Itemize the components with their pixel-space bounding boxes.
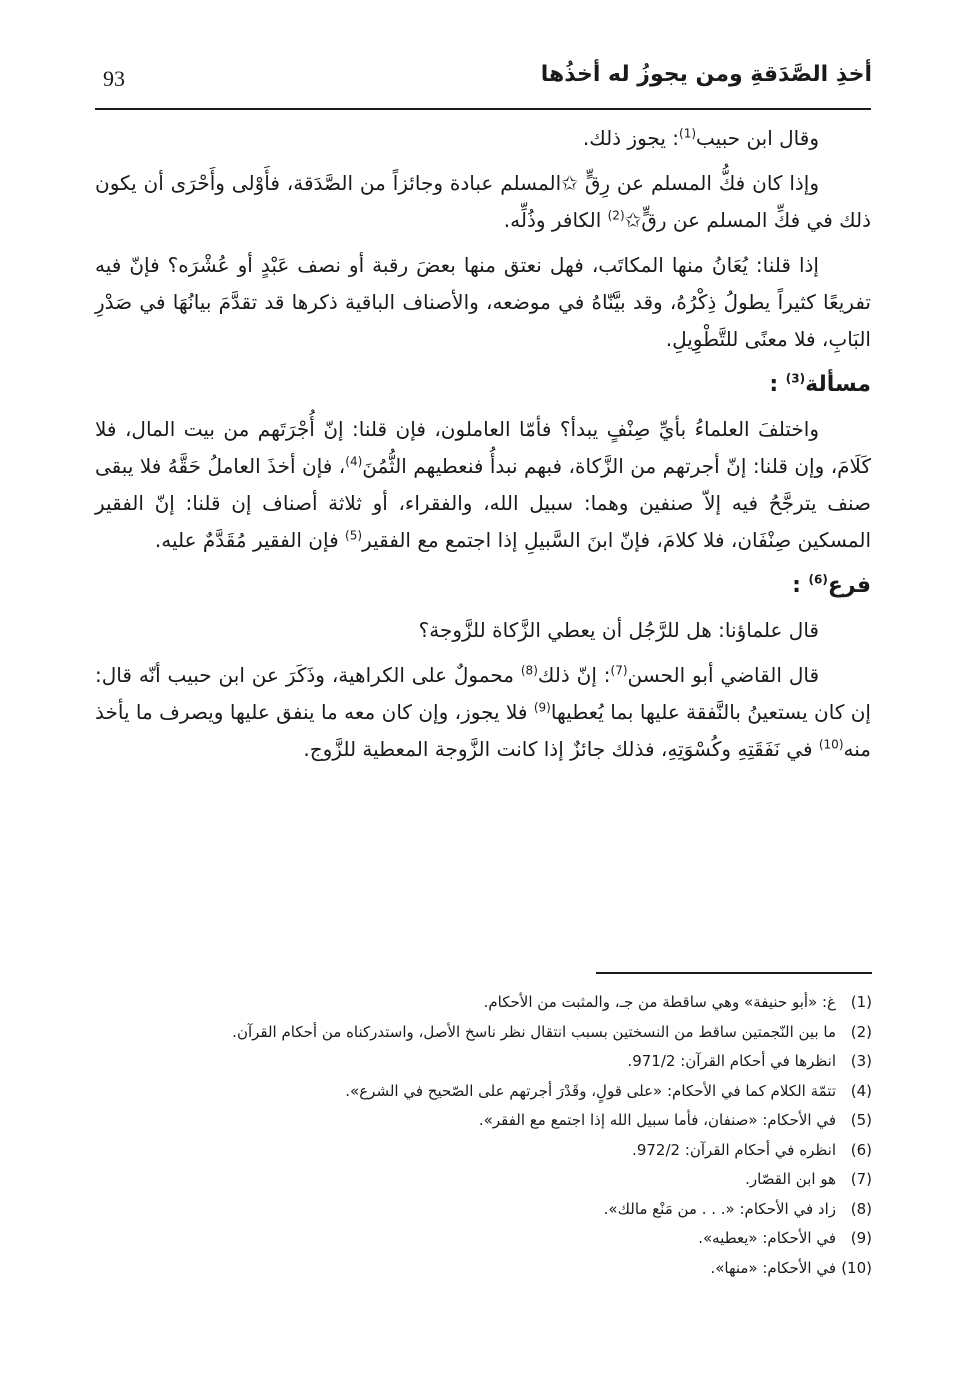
paragraph-text: وإذا كان فكُّ المسلم عن رِقٍّ ✩المسلم عبادة وجائزاً من الصَّدَقة، فأَوْلى وأَحْرَى أن يكون ذلك في فكِّ المسلم عن رقٍّ✩ [95,171,871,232]
paragraph-text: محمولٌ على الكراهية، وذَكَرَ عن ابن حبيب أنّه قال: إن كان يستعينُ بالنَّفقة عليها بما يُعطيها [95,663,871,724]
paragraph-text: ، فإن أخذَ العاملُ حَقَّهُ فلا يبقى صنف يترجَّحُ فيه إلاّ صنفين وهما: سبيل الله، والفقراء، أو ثلاثة أصناف إن قلنا: إنّ الفقير المسكين صِنْفَان، فلا كلامَ، فإنّ ابنَ السَّبيلِ إذا اجتمع مع الفقير [95,454,871,552]
footnote-text: في الأحكام: «منها». [710,1258,836,1277]
paragraph-text: واختلفَ العلماءُ بأيِّ صِنْفٍ يبدأ؟ فأمّا العاملون، فإن قلنا: إنّ أُجْرَتَهم من بيت المال، فلا كَلَامَ، وإن قلنا: إنّ أجرتهم من الزَّكاة، فبهم نبدأُ فنعطيهم الثُّمُنَ [95,417,871,478]
paragraph-text: في نَفَقَتِهِ وكُسْوَتِهِ، فذلك جائزٌ إذا كانت الزَّوجة المعطية للزَّوج. [303,737,819,761]
paragraph-text: : يجوز ذلك. [582,126,679,150]
footnote-text: زاد في الأحكام: «. . . من مَنْع مالك». [603,1199,836,1218]
footnote [82,1254,872,1284]
footnote [82,1224,872,1254]
footnote-number: (8) [850,1199,872,1218]
header-divider [95,108,871,110]
footnote-number: (1) [850,993,872,1011]
footnote-number: (9) [850,1229,872,1247]
paragraph [95,612,871,649]
section-heading [95,567,871,604]
footnote-text: في الأحكام: «صنفان، فأما سبيل الله إذا اجتمع مع الفقر». [478,1111,836,1129]
footnote-text: غ: «أبو حنيفة» وهي ساقطة من جـ، والمثبت من الأحكام. [483,993,836,1011]
footnote-number: (5) [850,1111,872,1129]
page-number: 93 [103,66,125,91]
footnote-text: انظره في أحكام القرآن: 972/2. [632,1140,836,1159]
footnote-number: (7) [850,1170,872,1188]
footnote-ref: (2) [607,208,625,223]
footnote-ref: (1) [679,126,697,141]
footnote [82,1136,872,1166]
heading-text: مسألة [805,372,871,397]
footnote-ref: (8) [520,663,538,678]
paragraph-text: قال علماؤنا: هل للرَّجُل أن يعطي الزَّكاة للزَّوجة؟ [418,618,819,642]
footnote-number: (10) [841,1258,872,1277]
footnote [82,988,872,1018]
footnote [82,1047,872,1077]
footnote-text: تتمّة الكلام كما في الأحكام: «على قولٍ، وقَدْرَ أجرتهم على الصّحيح في الشرع». [345,1081,836,1100]
heading-text: فرع [827,573,871,598]
heading-text: : [792,573,801,598]
footnotes [82,988,872,1283]
footnote-text: ما بين النّجمتين ساقط من النسختين بسبب انتقال نظر ناسخ الأصل، واستدركناه من أحكام القرآن. [232,1022,836,1041]
section-heading [95,366,871,403]
footnote [82,1077,872,1107]
footnote-text: انظرها في أحكام القرآن: 971/2. [627,1052,836,1070]
paragraph [95,247,871,358]
paragraph-text: : إنّ ذلك [537,663,611,687]
paragraph [95,657,871,768]
paragraph [95,165,871,239]
footnote-text: في الأحكام: «يعطيه». [698,1229,836,1247]
heading-text: : [769,372,779,397]
footnote-ref: (9) [533,700,551,715]
footnote [82,1106,872,1136]
footnote [82,1165,872,1195]
running-title: أخذِ الصَّدَقةِ ومن يجوزُ له أخذُها [540,62,872,87]
paragraph-text: الكافر وذُلِّه. [503,208,608,232]
footnote-number: (3) [850,1052,872,1070]
main-text [95,120,871,776]
footnote [82,1018,872,1048]
paragraph [95,411,871,559]
footnote-number: (6) [850,1140,872,1159]
footnote-ref: (4) [345,454,363,469]
footnote-ref: (7) [610,663,628,678]
footnote-ref: (3) [785,371,806,386]
paragraph-text: فلا يجوز، وإن كان معه ما ينفق عليها ويصرف ما يأخذ منه [95,700,871,761]
footnote-divider [596,972,872,974]
paragraph-text: وقال ابن حبيب [696,126,819,150]
footnote-ref: (6) [808,572,828,587]
footnote-ref: (10) [818,737,844,752]
paragraph-text: فإن الفقير مُقَدَّمٌ عليه. [154,528,345,552]
footnote-number: (4) [850,1081,872,1100]
paragraph-text: إذا قلنا: يُعَانُ منها المكاتَب، فهل نعتق منها بعضَ رقبة أو نصف عَبْدٍ أو عُشْرَه؟ فإنّ فيه تفريعًا كثيراً يطولُ ذِكْرُهُ، وقد بيَّنّاهُ في موضعه، والأصناف الباقية ذكرها قد تقدَّمَ بيانُهَا في صَدْرِ البَابِ، فلا معنًى للتَّطْوِيلِ. [95,253,871,351]
footnote-text: هو ابن القصّار. [745,1170,836,1188]
footnote-number: (2) [850,1022,872,1041]
footnote [82,1195,872,1225]
paragraph-text: قال القاضي أبو الحسن [627,663,819,687]
paragraph [95,120,871,157]
footnote-ref: (5) [345,528,363,543]
